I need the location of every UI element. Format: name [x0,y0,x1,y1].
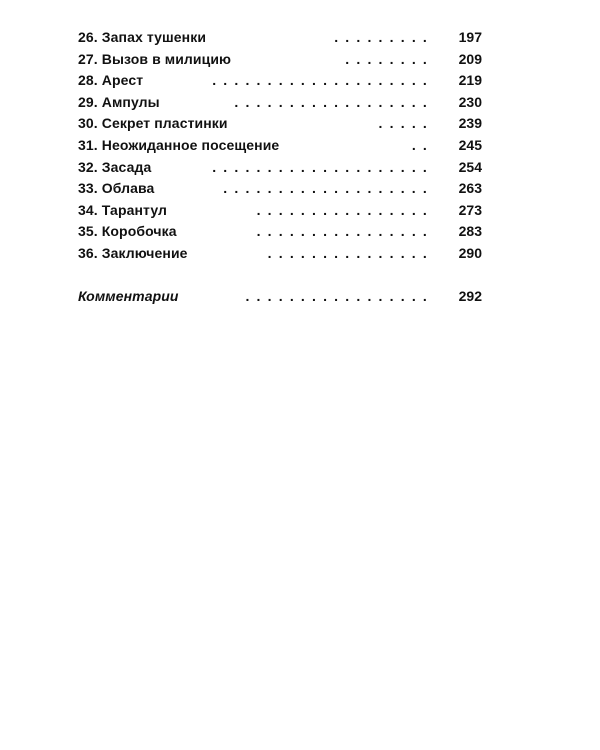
toc-entry-35 [78,221,482,243]
dot-leader: ............... [267,244,434,261]
dot-leader: ..... [378,115,434,132]
toc-entry-29 [78,92,482,114]
dot-leader: .................... [212,158,434,175]
toc-entry-title: 29. Ампулы [78,93,160,110]
dot-leader: ......... [334,29,434,45]
dot-leader: ........ [345,50,434,67]
dot-leader: ................. [245,287,434,304]
toc-entry-title: 31. Неожиданное посещение [78,136,280,153]
toc-entry-title: 27. Вызов в милицию [78,50,232,67]
toc-entry-34 [78,200,482,222]
dot-leader: ................ [256,201,434,218]
toc-entry-title: 33. Облава [78,180,155,197]
toc-entry-page: 245 [458,136,482,153]
toc-entry-page: 254 [458,158,482,175]
toc-entry-title: 35. Коробочка [78,223,177,240]
toc-entry-page: 292 [458,287,482,304]
toc-entry-title: Комментарии [78,287,179,304]
toc-entry-title: 34. Тарантул [78,201,168,218]
dot-leader: .................. [234,93,434,110]
toc-entry-page: 263 [458,180,482,197]
dot-leader: ................ [256,223,434,240]
toc-entry-title: 30. Секрет пластинки [78,115,228,132]
toc-entry-32 [78,157,482,179]
toc-entry-page: 230 [458,93,482,110]
toc-entry-30 [78,113,482,135]
dot-leader: ................... [223,180,434,197]
table-of-contents [78,27,482,307]
toc-entry-page: 239 [458,115,482,132]
toc-entry-page: 209 [458,50,482,67]
toc-entry-page: 219 [458,72,482,89]
toc-entry-31 [78,135,482,157]
toc-entry-26 [78,27,482,49]
toc-entry-page: 197 [458,29,482,45]
toc-entry-title: 28. Арест [78,72,144,89]
toc-entry-comments [78,286,482,308]
toc-entry-page: 273 [458,201,482,218]
dot-leader: .................... [212,72,434,89]
toc-entry-title: 36. Заключение [78,244,188,261]
toc-entry-page: 290 [458,244,482,261]
toc-entry-33 [78,178,482,200]
toc-entry-28 [78,70,482,92]
toc-entry-title: 26. Запах тушенки [78,29,207,45]
toc-entry-27 [78,49,482,71]
dot-leader: .. [411,136,434,153]
toc-entry-title: 32. Засада [78,158,152,175]
toc-entry-36 [78,243,482,265]
toc-entry-page: 283 [458,223,482,240]
